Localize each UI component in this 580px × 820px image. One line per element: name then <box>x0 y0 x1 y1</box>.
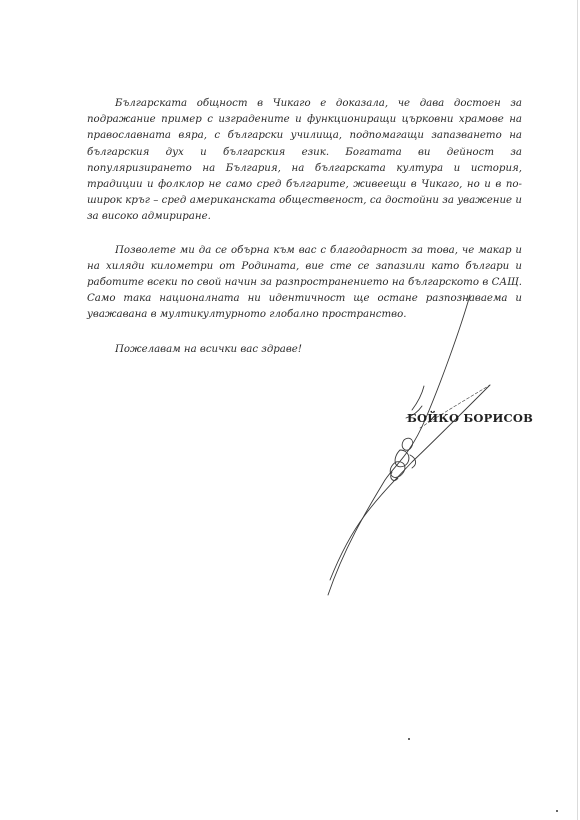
handwritten-signature <box>300 290 520 610</box>
paragraph-wishes: Пожелавам на всички вас здраве! <box>115 343 302 355</box>
scan-speck <box>408 738 410 740</box>
scan-speck <box>556 810 558 812</box>
scan-edge-mark <box>577 0 578 820</box>
paragraph-gratitude: Позволете ми да се обърна към вас с благодарност за това, че макар и на хиляди километри от Родината, вие сте се запазили като българи и работите всеки по свой начин за разпространението на българското в САЩ. Само така националната ни идентичност ще остане разпознаваема и уважавана в мултикултурното глобално пространство. <box>87 244 522 321</box>
paragraph-community: Българската общност в Чикаго е доказала, че дава достоен за подражание пример с изградените и функциониращи църковни храмове на православната вяра, с български училища, подпомагащи запазването на българския дух и българския език. Богатата ви дейност за популяризирането на България, на българската култура и история, традиции и фолклор не само сред българите, живеещи в Чикаго, но и в по-широк кръг – сред американската общественост, са достойни за уважение и за високо адмириране. <box>87 98 522 223</box>
signatory-name: БОЙКО БОРИСОВ <box>407 411 534 425</box>
